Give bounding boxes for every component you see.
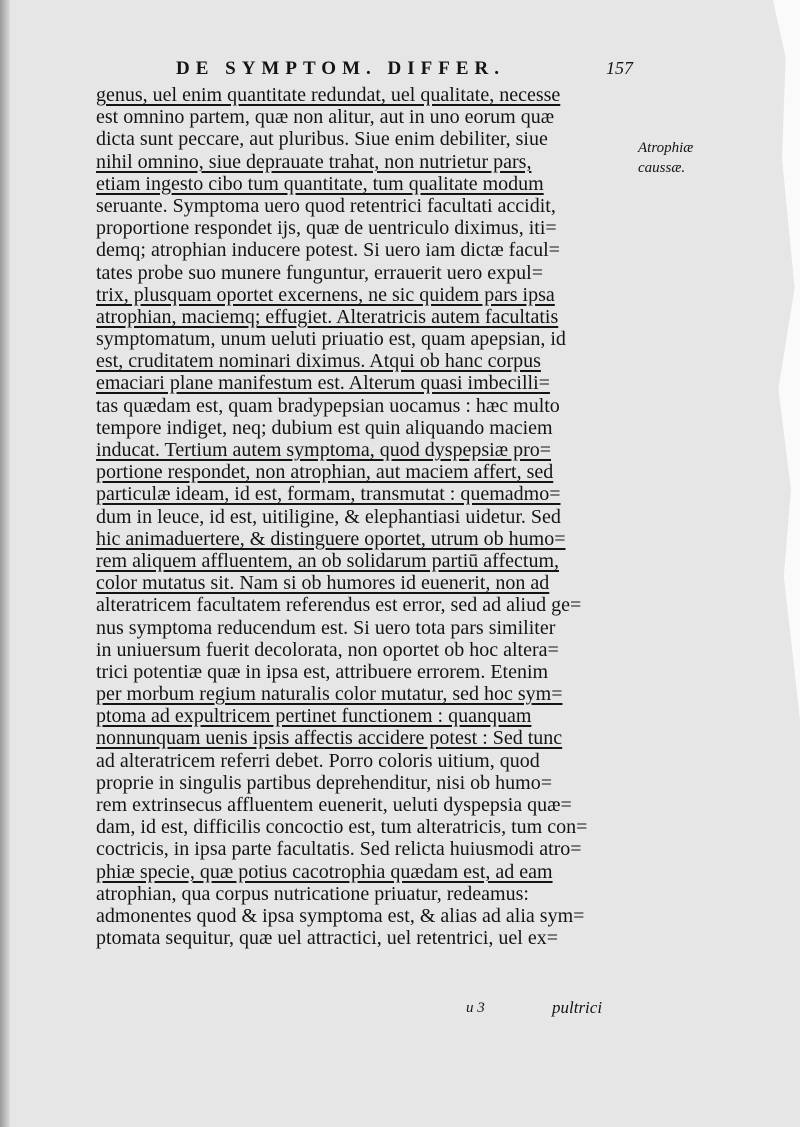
text-line: alteratricem facultatem referendus est error, sed ad aliud ge= bbox=[96, 594, 582, 617]
margin-note-line: Atrophiæ bbox=[638, 140, 694, 156]
text-line: est, cruditatem nominari diximus. Atqui ob hanc corpus bbox=[96, 350, 541, 373]
text-line: particulæ ideam, id est, formam, transmutat : quemadmo= bbox=[96, 483, 561, 506]
text-line: nonnunquam uenis ipsis affectis accidere potest : Sed tunc bbox=[96, 727, 563, 750]
text-line: in uniuersum fuerit decolorata, non oportet ob hoc altera= bbox=[96, 638, 559, 661]
text-line: genus, uel enim quantitate redundat, uel qualitate, necesse bbox=[96, 84, 561, 106]
text-line: seruante. Symptoma uero quod retentrici facultati accidit, bbox=[96, 194, 556, 217]
catchword: pultrici bbox=[552, 998, 603, 1017]
text-line: per morbum regium naturalis color mutatur, sed hoc sym= bbox=[96, 683, 563, 706]
text-line: dum in leuce, id est, uitiligine, & elephantiasi uidetur. Sed bbox=[96, 505, 561, 528]
text-line: color mutatus sit. Nam si ob humores id euenerit, non ad bbox=[96, 572, 550, 595]
text-line: portione respondet, non atrophian, aut maciem affert, sed bbox=[96, 461, 554, 484]
text-block bbox=[96, 84, 616, 949]
text-line: atrophian, qua corpus nutricatione priuatur, redeamus: bbox=[96, 882, 529, 905]
margin-note bbox=[638, 138, 718, 178]
text-line: trici potentiæ quæ in ipsa est, attribuere errorem. Etenim bbox=[96, 660, 549, 683]
signature-mark: u 3 bbox=[466, 1000, 485, 1016]
page-number: 157 bbox=[606, 58, 633, 78]
margin-note-line: caussæ. bbox=[638, 160, 686, 176]
text-line: rem extrinsecus affluentem euenerit, ueluti dyspepsia quæ= bbox=[96, 794, 572, 816]
text-line: tates probe suo munere funguntur, errauerit uero expul= bbox=[96, 261, 543, 284]
text-line: dam, id est, difficilis concoctio est, tum alteratricis, tum con= bbox=[96, 816, 588, 839]
torn-corner bbox=[620, 0, 800, 720]
text-line: inducat. Tertium autem symptoma, quod dyspepsiæ pro= bbox=[96, 439, 552, 461]
page-spine-shadow bbox=[0, 0, 10, 1127]
text-line: dicta sunt peccare, aut pluribus. Siue enim debiliter, siue bbox=[96, 128, 548, 151]
text-line: coctricis, in ipsa parte facultatis. Sed relicta huiusmodi atro= bbox=[96, 838, 582, 861]
text-line: symptomatum, unum ueluti priuatio est, quam apepsian, id bbox=[96, 328, 566, 351]
text-line: proprie in singulis partibus deprehenditur, nisi ob humo= bbox=[96, 771, 552, 794]
text-line: est omnino partem, quæ non alitur, aut in uno eorum quæ bbox=[96, 106, 555, 129]
text-line: ad alteratricem referri debet. Porro coloris uitium, quod bbox=[96, 749, 540, 772]
text-line: etiam ingesto cibo tum quantitate, tum qualitate modum bbox=[96, 172, 544, 195]
text-line: admonentes quod & ipsa symptoma est, & alias ad alia sym= bbox=[96, 904, 585, 927]
text-line: emaciari plane manifestum est. Alterum quasi imbecilli= bbox=[96, 372, 550, 395]
text-line: demq; atrophian inducere potest. Si uero iam dictæ facul= bbox=[96, 239, 560, 262]
text-line: ptomata sequitur, quæ uel attractici, uel retentrici, uel ex= bbox=[96, 927, 558, 950]
running-head: DE SYMPTOM. DIFFER. bbox=[176, 58, 505, 79]
text-line: tempore indiget, neq; dubium est quin aliquando maciem bbox=[96, 416, 553, 439]
text-line: ptoma ad expultricem pertinet functionem : quanquam bbox=[96, 705, 532, 728]
text-line: nus symptoma reducendum est. Si uero tota pars similiter bbox=[96, 616, 556, 639]
text-line: hic animaduertere, & distinguere oportet, utrum ob humo= bbox=[96, 527, 566, 550]
text-line: tas quædam est, quam bradypepsian uocamus : hæc multo bbox=[96, 394, 560, 417]
text-line: phiæ specie, quæ potius cacotrophia quædam est, ad eam bbox=[96, 860, 553, 883]
text-line: nihil omnino, siue deprauate trahat, non nutrietur pars, bbox=[96, 150, 532, 173]
text-line: trix, plusquam oportet excernens, ne sic quidem pars ipsa bbox=[96, 283, 555, 306]
text-line: atrophian, maciemq; effugiet. Alteratricis autem facultatis bbox=[96, 305, 559, 328]
text-line: rem aliquem affluentem, an ob solidarum partiū affectum, bbox=[96, 549, 559, 572]
text-line: proportione respondet ijs, quæ de uentriculo diximus, iti= bbox=[96, 217, 557, 240]
